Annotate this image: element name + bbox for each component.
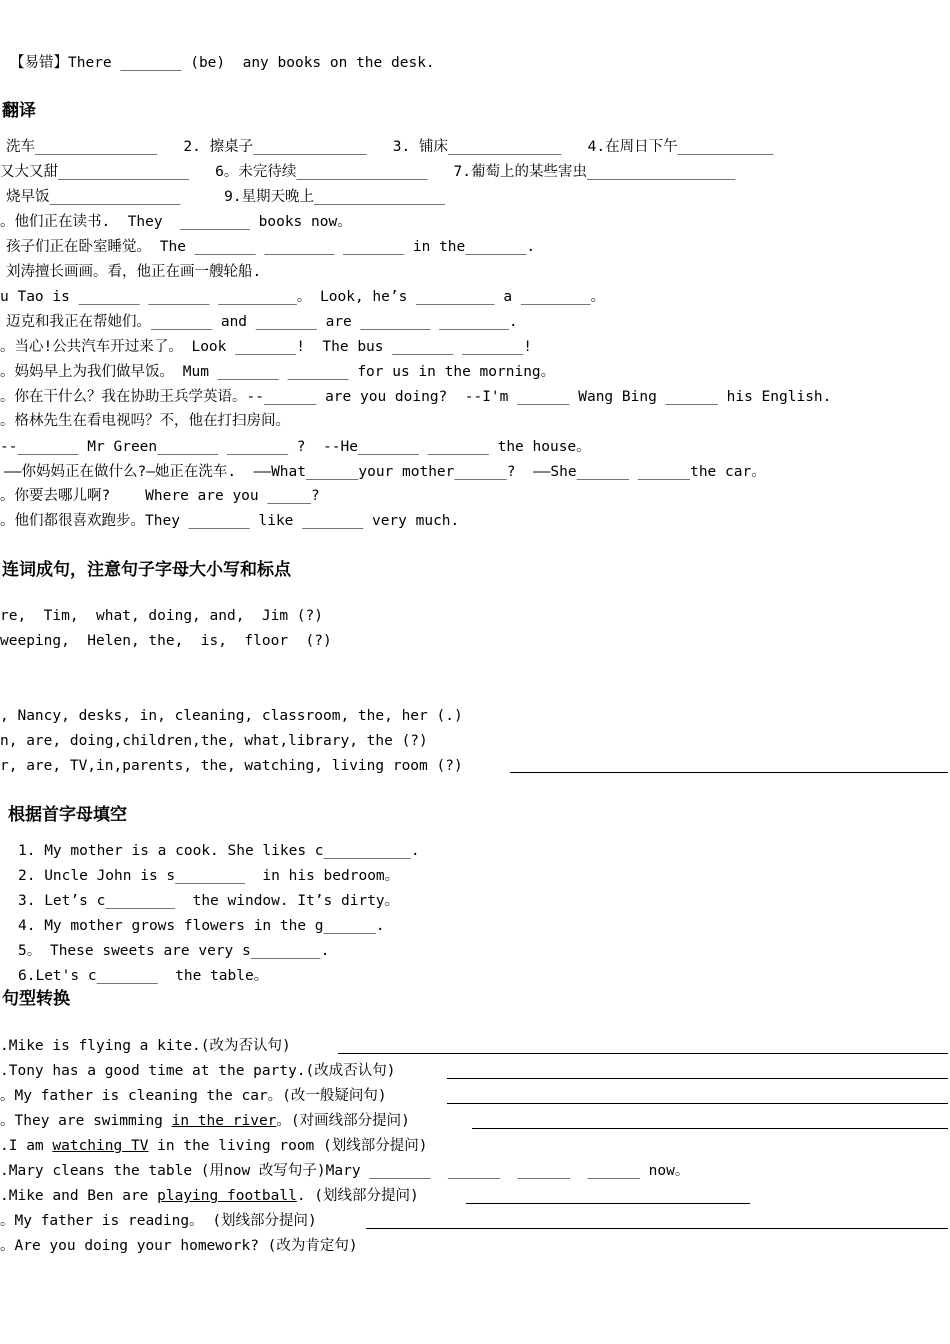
transform-item: .Mike and Ben are playing football. (划线部分提问) xyxy=(0,1188,419,1204)
translation-sentence: 孩子们正在卧室睡觉。 The _______ ________ _______ in the_______. xyxy=(6,239,536,255)
ordering-item: , Nancy, desks, in, cleaning, classroom, the, her (.) xyxy=(0,708,463,724)
translation-sentence: 。他们正在读书. They ________ books now。 xyxy=(0,214,352,230)
answer-line xyxy=(466,1203,750,1204)
translation-sentence: 。当心!公共汽车开过来了。 Look _______! The bus _______ _______! xyxy=(0,339,532,355)
ordering-item: re, Tim, what, doing, and, Jim (?) xyxy=(0,608,324,624)
ordering-item: weeping, Helen, the, is, floor (?) xyxy=(0,633,332,649)
transform-item: 。They are swimming in the river。(对画线部分提问) xyxy=(0,1113,410,1129)
translation-sentence: 。妈妈早上为我们做早饭。 Mum _______ _______ for us in the morning。 xyxy=(0,364,556,380)
translation-sentence: 。格林先生在看电视吗？不，他在打扫房间。 xyxy=(0,413,290,429)
transform-item: 。My father is reading。 (划线部分提问) xyxy=(0,1213,317,1229)
answer-line xyxy=(472,1128,948,1129)
translation-sentence: 。他们都很喜欢跑步。They _______ like _______ very much. xyxy=(0,513,460,529)
underlined-phrase: playing football xyxy=(157,1188,297,1204)
transform-item: .Mike is flying a kite.(改为否认句) xyxy=(0,1038,291,1054)
ordering-item: r, are, TV,in,parents, the, watching, living room (?) xyxy=(0,758,463,774)
answer-line xyxy=(338,1053,948,1054)
translation-sentence: --_______ Mr Green_______ _______ ? --He_______ _______ the house。 xyxy=(0,439,591,455)
transform-item: 。Are you doing your homework? (改为肯定句) xyxy=(0,1238,358,1254)
transform-heading: 句型转换 xyxy=(2,989,70,1009)
initials-item: 5。 These sweets are very s________. xyxy=(18,943,330,959)
translation-sentence: 。你在干什么？我在协助王兵学英语。--______ are you doing? --I'm ______ Wang Bing ______ his English. xyxy=(0,389,832,405)
initials-item: 4. My mother grows flowers in the g______. xyxy=(18,918,385,934)
initials-heading: 根据首字母填空 xyxy=(8,805,127,825)
translation-sentence: 。你要去哪儿啊? Where are you _____? xyxy=(0,488,320,504)
initials-item: 1. My mother is a cook. She likes c__________. xyxy=(18,843,420,859)
translation-sentence: u Tao is _______ _______ _________。 Look, he’s _________ a ________。 xyxy=(0,289,606,305)
answer-line xyxy=(366,1228,948,1229)
translation-row: 洗车______________ 2. 擦桌子_____________ 3. 铺床_____________ 4.在周日下午___________ xyxy=(6,139,774,155)
ordering-item: n, are, doing,children,the, what,library, the (?) xyxy=(0,733,428,749)
transform-item: 。My father is cleaning the car。(改一般疑问句) xyxy=(0,1088,387,1104)
transform-item: .Mary cleans the table (用now 改写句子)Mary _______ ______ ______ ______ now。 xyxy=(0,1163,690,1179)
answer-line xyxy=(447,1078,948,1079)
initials-item: 2. Uncle John is s________ in his bedroom。 xyxy=(18,868,400,884)
underlined-phrase: watching TV xyxy=(52,1138,149,1154)
error-prone-question: 【易错】There _______ (be) any books on the desk. xyxy=(10,55,435,71)
answer-line xyxy=(510,772,948,773)
translation-row: 烧早饭_______________ 9.星期天晚上_______________ xyxy=(6,189,445,205)
transform-item: .Tony has a good time at the party.(改成否认句) xyxy=(0,1063,396,1079)
answer-line xyxy=(447,1103,948,1104)
translation-heading: 翻译 xyxy=(2,101,36,121)
ordering-heading: 连词成句，注意句子字母大小写和标点 xyxy=(2,560,291,580)
translation-sentence: 迈克和我正在帮她们。_______ and _______ are ________ ________. xyxy=(6,314,518,330)
translation-sentence: 刘涛擅长画画。看，他正在画一艘轮船. xyxy=(6,264,262,280)
initials-item: 6.Let's c_______ the table。 xyxy=(18,968,269,984)
translation-row: 又大又甜_______________ 6。未完待续_______________ 7.葡萄上的某些害虫_________________ xyxy=(0,164,736,180)
translation-sentence: ——你妈妈正在做什么?—她正在洗车. ——What______your mother______? ——She______ ______the car。 xyxy=(4,464,766,480)
initials-item: 3. Let’s c________ the window. It’s dirty。 xyxy=(18,893,400,909)
transform-item: .I am watching TV in the living room (划线部分提问) xyxy=(0,1138,428,1154)
underlined-phrase: in the river xyxy=(171,1113,277,1129)
